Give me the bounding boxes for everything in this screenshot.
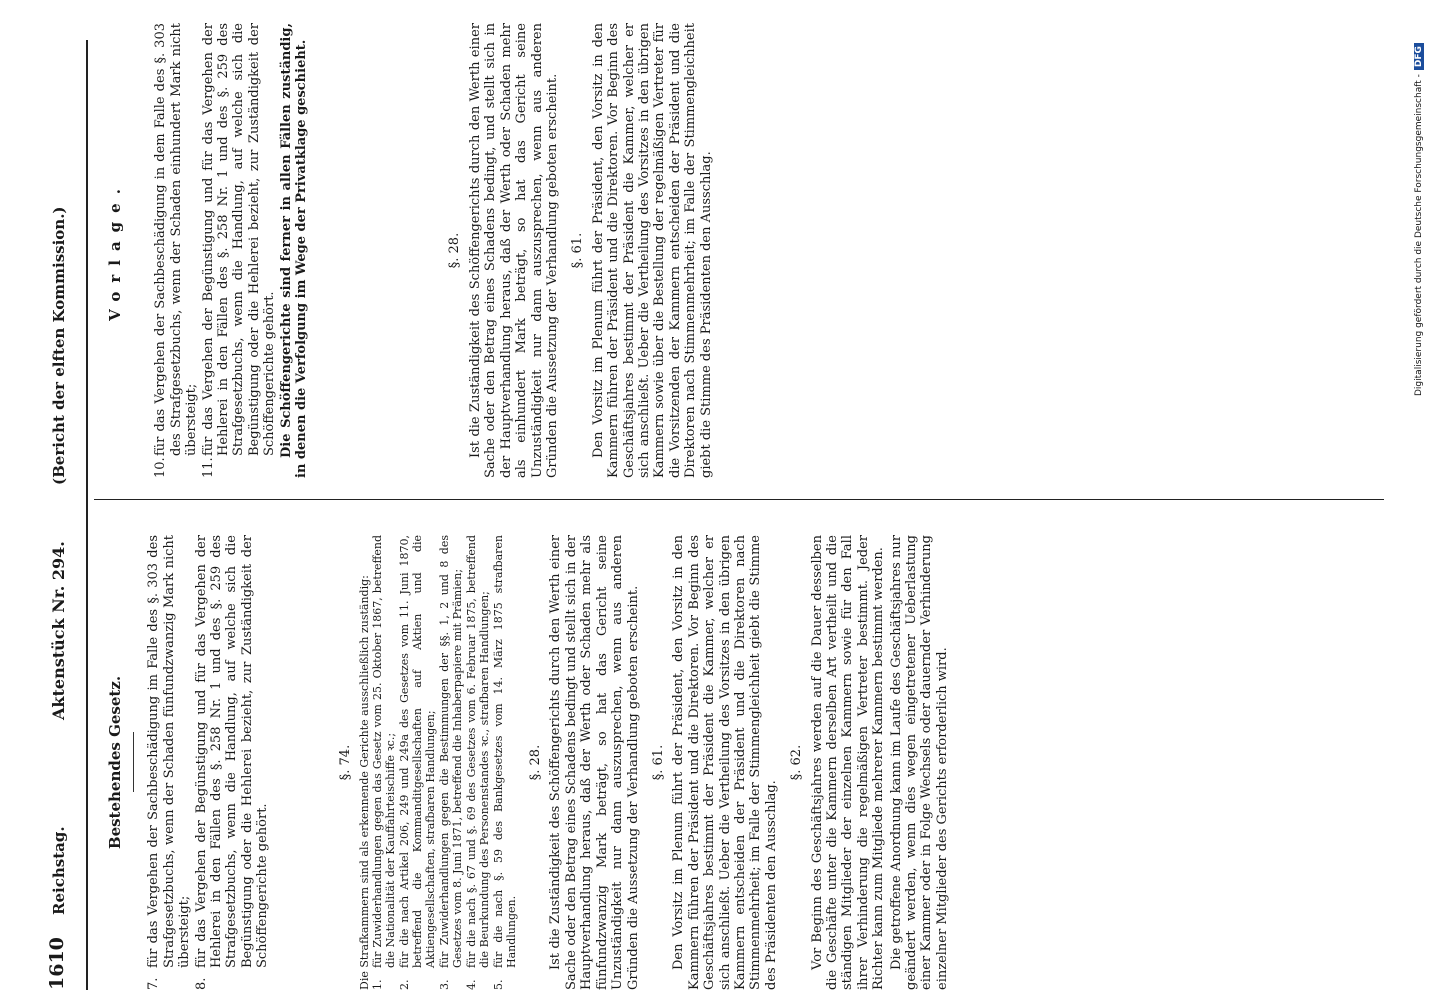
header-kommission: (Bericht der elften Kommission.) (50, 206, 68, 485)
section-61-text: Den Vorsitz im Plenum führt der Präsident, den Vorsitz in den Kammern führen der Präsident und die Direktoren. Vor Beginn des Geschäftsjahres bestimmt der Präsident die Kammer, welcher er sich anschließt. Ueber die Vertheilung des Vorsitzes in den übrigen Kammern sowie über die Bestellung der regelmäßigen Vertreter für die Vorsitzenden der Kammern entscheiden der Präsident und die Direktoren nach Stimmenmehrheit; im Falle der Stimmengleichheit giebt die Stimme des Präsidenten den Ausschlag. (590, 23, 714, 478)
item-number: 7. (146, 977, 162, 990)
column-existing-law (100, 535, 952, 990)
item-number: 1. (371, 979, 385, 990)
list-item (371, 535, 397, 990)
header-reichstag: Reichstag. (50, 826, 68, 915)
column-proposal (100, 23, 716, 478)
header-rule (86, 40, 88, 990)
item-number: 8. (193, 977, 209, 990)
header-aktenstueck: Aktenstück Nr. 294. (49, 541, 68, 720)
section-62-text-1: Vor Beginn des Geschäftsjahres werden auf die Dauer desselben die Geschäfte unter die Kammern derselben Art vertheilt und die ständigen Mitglieder der einzelnen Kammern sowie für den Fall ihrer Verhinderung die regelmäßigen Vertreter bestimmt. Jeder Richter kann zum Mitgliede mehrerer Kammern bestimmt werden. (809, 535, 887, 990)
item-number: 11. (200, 457, 216, 478)
page-header (46, 40, 84, 990)
item-text: für das Vergehen der Sachbeschädigung im Falle des §. 303 des Strafgesetzbuchs, wenn der Schaden fünfundzwanzig Mark nicht übersteigt; (146, 535, 193, 968)
title-rule (133, 733, 134, 793)
page-number: 1610 (46, 937, 68, 990)
list-item (194, 535, 271, 990)
dfg-logo: DFG (1414, 43, 1424, 70)
credit-text: Digitalisierung gefördert durch die Deutsche Forschungsgemeinschaft - (1414, 74, 1424, 396)
item-number: 10. (153, 457, 169, 478)
privatklage-paragraph: Die Schöffengerichte sind ferner in allen Fällen zuständig, in denen die Verfolgung im Wege der Privatklage geschieht. (278, 23, 310, 478)
digitization-credit (1410, 6, 1434, 396)
column-divider (94, 499, 1384, 500)
section-61-text: Den Vorsitz im Plenum führt der Präsident, den Vorsitz in den Kammern führen der Präsident und die Direktoren. Vor Beginn des Geschäftsjahres bestimmt der Präsident die Kammer, welcher er sich anschließt. Ueber die Vertheilung des Vorsitzes in den übrigen Kammern entscheiden der Präsident und die Direktoren nach Stimmenmehrheit; im Falle der Stimmengleichheit giebt die Stimme des Präsidenten den Ausschlag. (671, 535, 779, 990)
section-heading-61: §. 61. (650, 744, 666, 781)
item-text: für Zuwiderhandlungen gegen die Bestimmungen der §§. 1, 2 und 8 des Gesetzes vom 8. Juni 1871, betreffend die Inhaberpapiere mit Prämien; (438, 535, 465, 968)
list-item (492, 535, 518, 990)
item-text: für Zuwiderhandlungen gegen das Gesetz vom 25. Oktober 1867, betreffend die Nationalität der Kauffahrteischiffe ꝛc.; (371, 535, 398, 968)
item-number: 2. (398, 979, 412, 990)
document-page (20, 23, 1420, 990)
list-item (398, 535, 437, 990)
section-62-text-2: Die getroffene Anordnung kann im Laufe des Geschäftsjahres nur geändert werden, wenn dies wegen eingetretener Ueberlastung einer Kammer oder in Folge Wechsels oder dauernder Verhinderung einzelner Mitglieder des Gerichts erforderlich wird. (888, 535, 950, 990)
section-heading-74: §. 74. (337, 744, 353, 781)
list-item (201, 23, 278, 478)
item-number: 5. (492, 979, 506, 990)
section-heading-61: §. 61. (570, 232, 586, 269)
section-heading-62: §. 62. (789, 744, 805, 781)
list-item (465, 535, 491, 990)
item-number: 4. (465, 979, 479, 990)
list-item (153, 23, 199, 478)
list-item (438, 535, 464, 990)
column-title-proposal: Vorlage. (106, 180, 124, 321)
item-text: für das Vergehen der Sachbeschädigung in dem Falle des §. 303 des Strafgesetzbuchs, wenn der Schaden einhundert Mark nicht übersteigt; (153, 23, 200, 456)
section-heading-28: §. 28. (528, 744, 544, 781)
item-number: 3. (438, 979, 452, 990)
item-text: für das Vergehen der Begünstigung und für das Vergehen der Hehlerei in den Fällen des §. 258 Nr. 1 und des §. 259 des Strafgesetzbuchs, wenn die Handlung, auf welche sich die Begünstigung oder die Hehlerei bezieht, zur Zuständigkeit der Schöffengerichte gehört. (200, 23, 278, 456)
item-text: für das Vergehen der Begünstigung und für das Vergehen der Hehlerei in den Fällen des §. 258 Nr. 1 und des §. 259 des Strafgesetzbuchs, wenn die Handlung, auf welche sich die Begünstigung oder die Hehlerei bezieht, zur Zuständigkeit der Schöffengerichte gehört. (193, 535, 271, 968)
section-28-text: Ist die Zuständigkeit des Schöffengerichts durch den Werth einer Sache oder den Betrag eines Schadens bedingt, und stellt sich in der Hauptverhandlung heraus, daß der Werth oder Schaden mehr als einhundert Mark beträgt, so hat das Gericht seine Unzuständigkeit nur dann auszusprechen, wenn aus anderen Gründen die Aussetzung der Verhandlung geboten erscheint. (467, 23, 560, 478)
column-title-existing: Bestehendes Gesetz. (106, 675, 124, 850)
section-28-text: Ist die Zuständigkeit des Schöffengerichts durch den Werth einer Sache oder den Betrag eines Schadens bedingt und stellt sich in der Hauptverhandlung heraus, daß der Werth oder Schaden mehr als fünfundzwanzig Mark beträgt, so hat das Gericht seine Unzuständigkeit nur dann auszusprechen, wenn aus anderen Gründen die Aussetzung der Verhandlung geboten erscheint. (548, 535, 641, 990)
item-text: für die nach §. 59 des Bankgesetzes vom 14. März 1875 strafbaren Handlungen. (492, 535, 519, 968)
section-74-intro: Die Strafkammern sind als erkennende Gerichte ausschließlich zuständig: (358, 575, 372, 990)
item-text: für die nach §. 67 und §. 69 des Gesetzes vom 6. Februar 1875, betreffend die Beurkundung des Personenstandes ꝛc., strafbaren Handlungen; (465, 535, 492, 968)
section-heading-28: §. 28. (447, 232, 463, 269)
item-text: für die nach Artikel 206, 249 und 249a des Gesetzes vom 11. Juni 1870, betreffend die Kommanditgesellschaften auf Aktien und die Aktiengesellschaften, strafbaren Handlungen; (398, 535, 438, 968)
list-item (146, 535, 192, 990)
